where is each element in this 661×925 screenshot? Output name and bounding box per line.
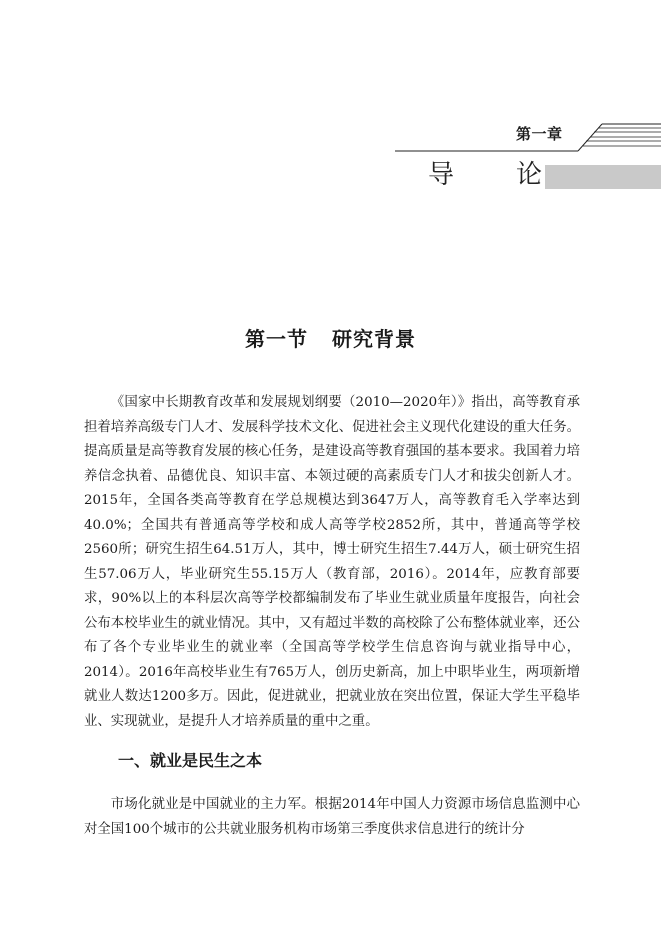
- section-number: 第一节: [245, 327, 308, 351]
- body-paragraph-1: 《国家中长期教育改革和发展规划纲要（2010—2020年）》指出，高等教育承担着培养高级专门人才、发展科学技术文化、促进社会主义现代化建设的重大任务。提高质量是高等教育发展的核心任务，是建设高等教育强国的基本要求。我国着力培养信念执着、品德优良、知识丰富、本领过硬的高素质专门人才和拔尖创新人才。2015年，全国各类高等教育在学总规模达到3647万人，高等教育毛入学率达到40.0%；全国共有普通高等学校和成人高等学校2852所，其中，普通高等学校2560所；研究生招生64.51万人，其中，博士研究生招生7.44万人，硕士研究生招生57.06万人，毕业研究生55.15万人（教育部，2016）。2014年，应教育部要求，90%以上的本科层次高等学校都编制发布了毕业生就业质量年度报告，向社会公布本校毕业生的就业情况。其中，又有超过半数的高校除了公布整体就业率，还公布了各个专业毕业生的就业率（全国高等学校学生信息咨询与就业指导中心，2014）。2016年高校毕业生有765万人，创历史新高，加上中职毕业生，两项新增就业人数达1200多万。因此，促进就业，把就业放在突出位置，保证大学生平稳毕业、实现就业，是提升人才培养质量的重中之重。: [84, 395, 580, 729]
- subsection-heading: 一、就业是民生之本: [118, 751, 263, 770]
- chapter-title-bar: [545, 165, 661, 189]
- body-paragraph-2: 市场化就业是中国就业的主力军。根据2014年中国人力资源市场信息监测中心对全国100个城市的公共就业服务机构市场第三季度供求信息进行的统计分: [84, 797, 580, 837]
- section-title: [0, 323, 661, 352]
- chapter-title: [428, 154, 542, 191]
- section-name: 研究背景: [332, 327, 416, 351]
- chapter-title-char-1: 导: [428, 160, 455, 190]
- chapter-label: 第一章: [516, 125, 563, 143]
- chapter-title-char-2: 论: [516, 160, 543, 190]
